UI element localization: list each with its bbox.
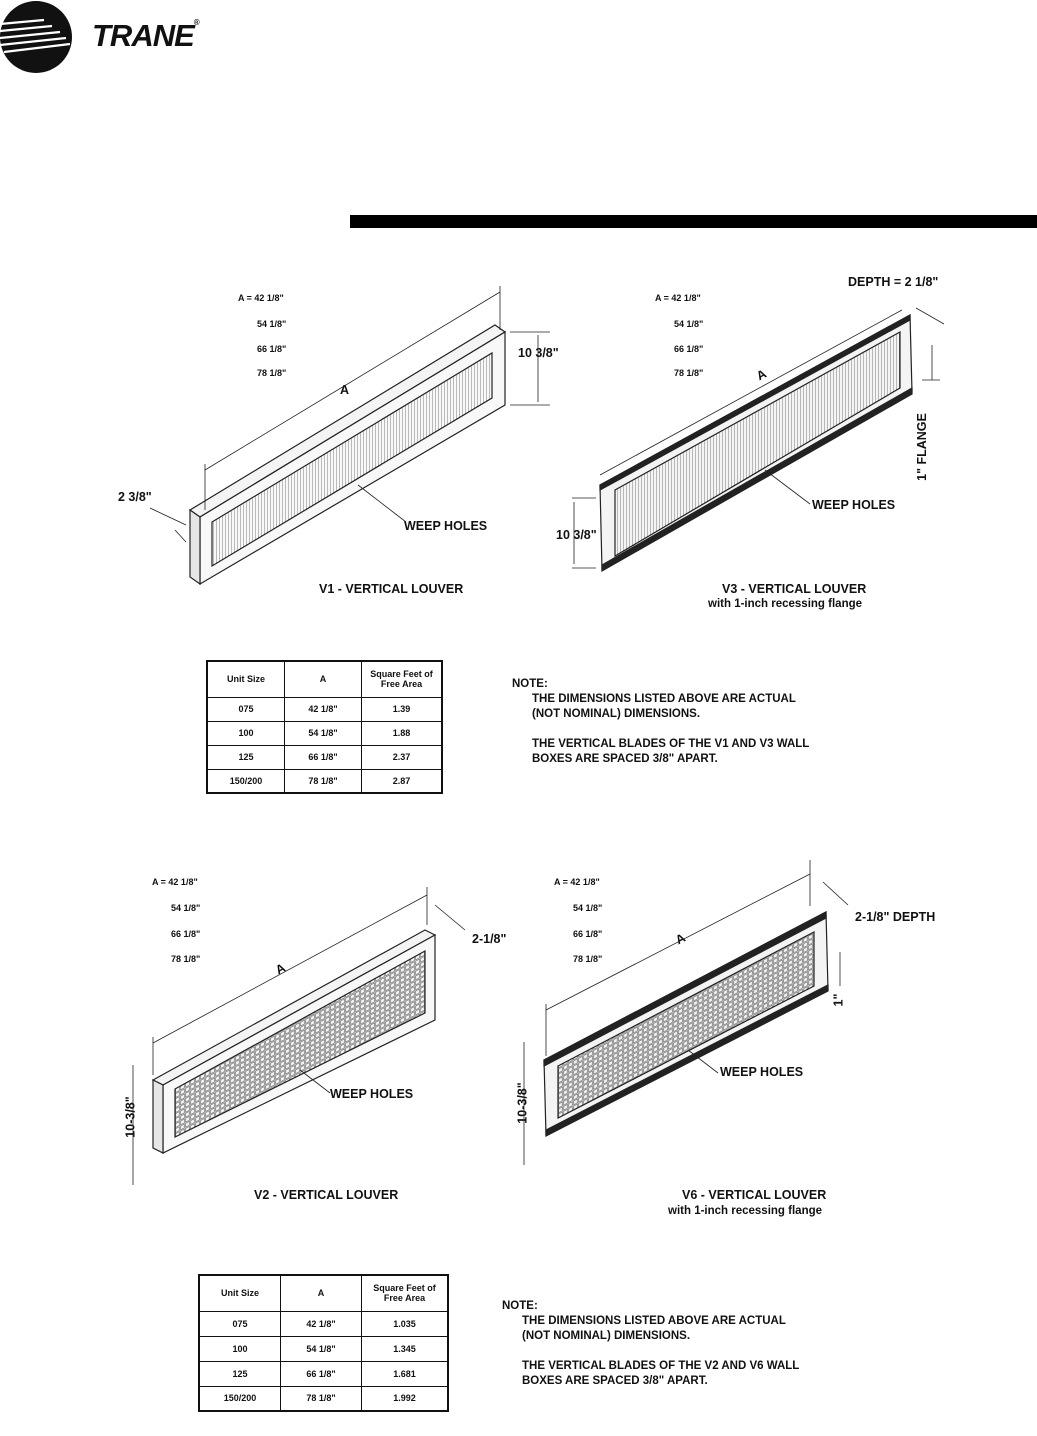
v3-a-value-2: 54 1/8" — [674, 319, 704, 329]
table-cell: 100 — [207, 721, 285, 745]
table-header: A — [285, 661, 362, 697]
table-cell: 150/200 — [207, 769, 285, 793]
spec-table-v1-v3 — [206, 660, 443, 794]
v6-a-value-3: 66 1/8" — [573, 929, 603, 939]
table-row — [207, 769, 442, 793]
note-1 — [512, 677, 809, 767]
table-cell: 42 1/8" — [285, 697, 362, 721]
note-line: (NOT NOMINAL) DIMENSIONS. — [522, 1330, 691, 1342]
v6-depth: 2-1/8" DEPTH — [855, 910, 936, 924]
v6-dim-a: A — [673, 930, 688, 948]
spec-table-v2-v6 — [198, 1274, 449, 1412]
v6-drawing — [515, 860, 858, 1170]
v1-a-value-2: 54 1/8" — [257, 319, 287, 329]
v2-a-value-4: 78 1/8" — [171, 954, 201, 964]
table-cell: 1.39 — [362, 697, 443, 721]
v3-weep-holes: WEEP HOLES — [812, 498, 896, 512]
trane-logo — [0, 0, 76, 76]
v6-a-value-1: A = 42 1/8" — [554, 877, 600, 887]
table-row — [199, 1311, 448, 1336]
table-cell: 66 1/8" — [285, 745, 362, 769]
v6-flange: 1" — [831, 993, 846, 1007]
v6-a-value-4: 78 1/8" — [573, 954, 603, 964]
note-line: (NOT NOMINAL) DIMENSIONS. — [532, 708, 701, 720]
v6-weep-holes: WEEP HOLES — [720, 1065, 804, 1079]
note-line: BOXES ARE SPACED 3/8" APART. — [532, 753, 718, 765]
table-cell: 075 — [199, 1311, 281, 1336]
note-line: THE DIMENSIONS LISTED ABOVE ARE ACTUAL — [522, 1315, 786, 1327]
v3-caption-sub: with 1-inch recessing flange — [708, 598, 863, 610]
v3-a-value-3: 66 1/8" — [674, 344, 704, 354]
v2-a-value-1: A = 42 1/8" — [152, 877, 198, 887]
table-cell: 78 1/8" — [281, 1386, 362, 1411]
table-cell: 42 1/8" — [281, 1311, 362, 1336]
v3-dim-height: 10 3/8" — [556, 528, 597, 542]
v6-caption: V6 - VERTICAL LOUVER — [682, 1188, 827, 1202]
table-row — [207, 721, 442, 745]
v1-dim-depth: 2 3/8" — [118, 490, 152, 504]
v3-a-value-4: 78 1/8" — [674, 368, 704, 378]
table-row — [207, 745, 442, 769]
v3-caption: V3 - VERTICAL LOUVER — [722, 582, 867, 596]
table-cell: 66 1/8" — [281, 1361, 362, 1386]
v1-dim-height: 10 3/8" — [518, 346, 559, 360]
v1-drawing — [150, 280, 550, 590]
table-cell: 150/200 — [199, 1386, 281, 1411]
v6-a-value-2: 54 1/8" — [573, 903, 603, 913]
v1-weep-holes: WEEP HOLES — [404, 519, 488, 533]
table-row — [207, 697, 442, 721]
table-cell: 125 — [207, 745, 285, 769]
table-cell: 075 — [207, 697, 285, 721]
v2-weep-holes: WEEP HOLES — [330, 1087, 414, 1101]
table-cell: 54 1/8" — [281, 1336, 362, 1361]
table-cell: 1.681 — [362, 1361, 449, 1386]
table-cell: 100 — [199, 1336, 281, 1361]
v2-caption: V2 - VERTICAL LOUVER — [254, 1188, 399, 1202]
table-cell: 125 — [199, 1361, 281, 1386]
v1-dim-a: A — [340, 383, 350, 397]
table-cell: 2.87 — [362, 769, 443, 793]
v6-caption-sub: with 1-inch recessing flange — [668, 1205, 823, 1217]
v2-a-value-3: 66 1/8" — [171, 929, 201, 939]
v1-a-value-4: 78 1/8" — [257, 368, 287, 378]
trane-logo-icon — [0, 0, 76, 76]
table-cell: 54 1/8" — [285, 721, 362, 745]
v1-caption: V1 - VERTICAL LOUVER — [319, 582, 464, 596]
note-title: NOTE: — [502, 1300, 538, 1312]
table-header: Square Feet of Free Area — [362, 1275, 449, 1311]
table-cell: 2.37 — [362, 745, 443, 769]
note-2 — [502, 1299, 799, 1389]
table-cell: 1.035 — [362, 1311, 449, 1336]
table-header: A — [281, 1275, 362, 1311]
v3-dim-a: A — [754, 366, 769, 384]
v3-drawing — [560, 280, 960, 580]
v2-a-value-2: 54 1/8" — [171, 903, 201, 913]
note-line: THE VERTICAL BLADES OF THE V1 AND V3 WALL — [532, 738, 810, 750]
table-header: Unit Size — [199, 1275, 281, 1311]
table-cell: 78 1/8" — [285, 769, 362, 793]
note-line: THE DIMENSIONS LISTED ABOVE ARE ACTUAL — [532, 693, 796, 705]
table-row — [199, 1386, 448, 1411]
v2-dim-height: 10-3/8" — [123, 1096, 138, 1138]
v3-flange: 1" FLANGE — [914, 413, 929, 481]
table-header: Square Feet of Free Area — [362, 661, 443, 697]
v6-dim-height: 10-3/8" — [515, 1082, 530, 1124]
table-row — [199, 1361, 448, 1386]
v2-drawing — [125, 875, 465, 1185]
table-cell: 1.992 — [362, 1386, 449, 1411]
brand-name: TRANE® — [92, 18, 199, 53]
table-header: Unit Size — [207, 661, 285, 697]
v2-dim-depth: 2-1/8" — [472, 932, 507, 946]
v3-depth: DEPTH = 2 1/8" — [848, 275, 939, 289]
v3-a-value-1: A = 42 1/8" — [655, 293, 701, 303]
v2-dim-a: A — [273, 960, 288, 978]
v1-a-value-3: 66 1/8" — [257, 344, 287, 354]
table-row — [199, 1336, 448, 1361]
table-cell: 1.345 — [362, 1336, 449, 1361]
note-line: THE VERTICAL BLADES OF THE V2 AND V6 WALL — [522, 1360, 800, 1372]
note-line: BOXES ARE SPACED 3/8" APART. — [522, 1375, 708, 1387]
v1-a-value-1: A = 42 1/8" — [238, 293, 284, 303]
table-cell: 1.88 — [362, 721, 443, 745]
header-rule — [350, 215, 1037, 228]
note-title: NOTE: — [512, 678, 548, 690]
